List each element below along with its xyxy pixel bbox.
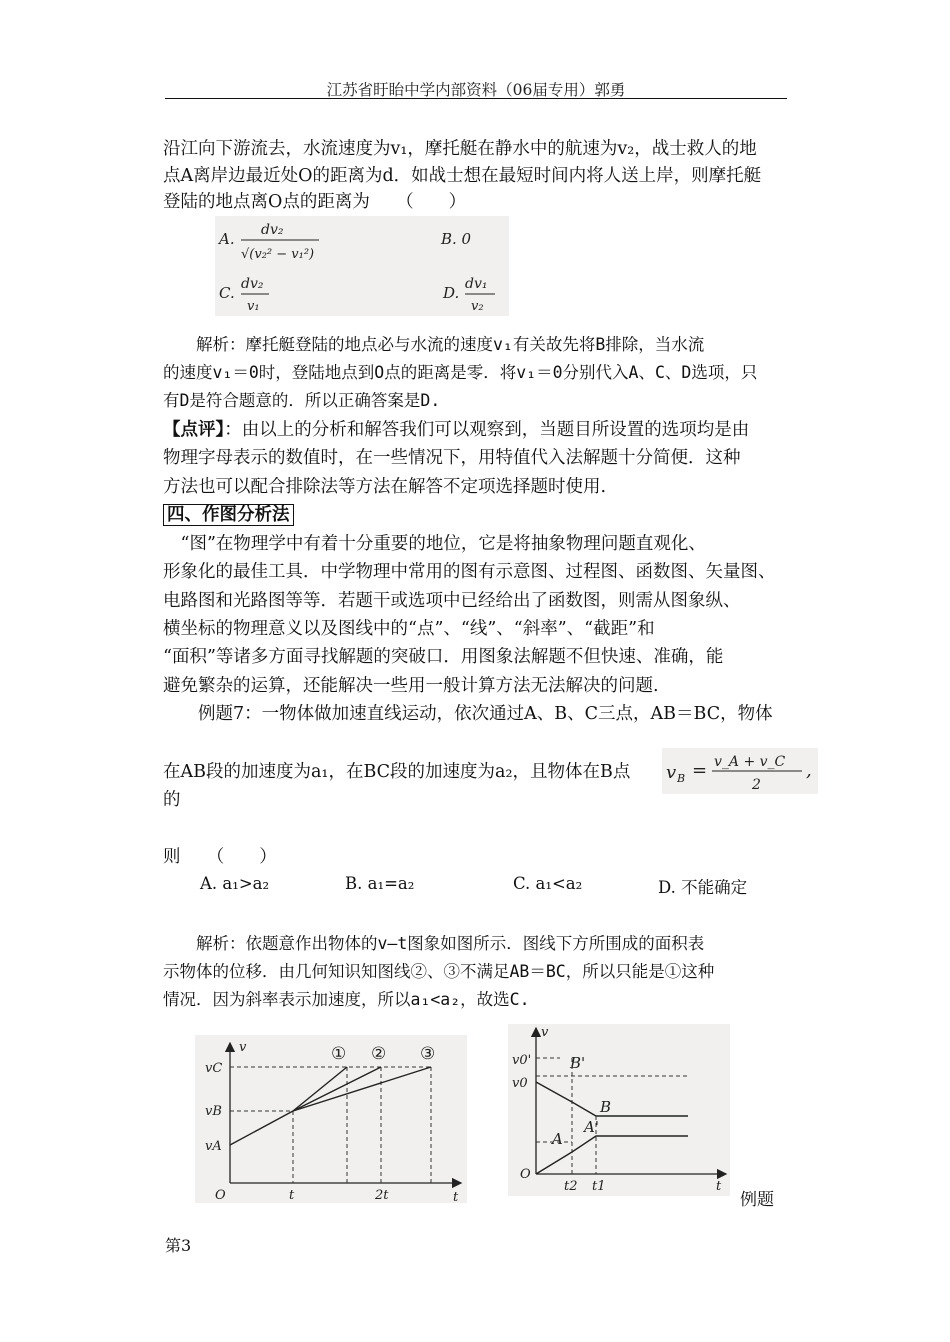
para2-line2: 形象化的最佳工具．中学物理中常用的图有示意图、过程图、函数图、矢量图、	[163, 562, 776, 582]
graph2-ap-label: A'	[584, 1118, 599, 1136]
svg-text:,: ,	[806, 760, 812, 781]
graph1-va-label: vA	[205, 1139, 222, 1154]
example7-option-b: B. a₁=a₂	[345, 874, 415, 893]
formula-denominator: 2	[752, 777, 761, 793]
analysis2-line3: 情况．因为斜率表示加速度，所以a₁<a₂，故选C.	[163, 990, 530, 1009]
graph2-bp-label: B'	[570, 1054, 586, 1072]
graph2-a-label: A	[552, 1130, 563, 1148]
option-c-numerator: dv₂	[241, 276, 264, 292]
graph1-image	[195, 1035, 467, 1203]
comment-line3: 方法也可以配合排除法等方法在解答不定项选择题时使用.	[163, 477, 607, 497]
graph2-v-label: v	[541, 1025, 549, 1040]
option-c-label: C.	[219, 284, 235, 302]
options-formulas	[215, 216, 509, 316]
comment-line1	[163, 418, 749, 442]
example7-option-c: C. a₁<a₂	[513, 874, 583, 893]
graph2-v0-label: v0	[512, 1076, 528, 1091]
option-a-numerator: dv₂	[261, 222, 284, 238]
comment-text1: ：由以上的分析和解答我们可以观察到，当题目所设置的选项均是由	[224, 420, 750, 440]
vt-graph-1	[195, 1035, 467, 1203]
graph1-line-3	[293, 1067, 431, 1111]
page-number: 第3	[165, 1236, 192, 1255]
option-a-label: A.	[219, 230, 235, 248]
graph2-t-label: t	[716, 1179, 722, 1194]
para2-line1: “图”在物理学中有着十分重要的地位，它是将抽象物理问题直观化、	[163, 534, 706, 554]
option-d-label: D.	[443, 284, 460, 302]
graph2-t1-tick: t1	[592, 1179, 606, 1194]
graph1-line-ab	[230, 1111, 293, 1145]
option-d-denominator: v₂	[471, 299, 484, 314]
analysis1-line3: 有D是符合题意的．所以正确答案是D.	[163, 391, 441, 410]
options-image	[215, 216, 509, 316]
para2-line3: 电路图和光路图等等．若题干或选项中已经给出了函数图，则需从图象纵、	[163, 591, 741, 611]
graph1-origin: O	[215, 1188, 226, 1203]
formula-lhs-sub: B	[677, 772, 686, 785]
example7-line4: 则 （ ）	[163, 847, 277, 867]
graph1-vc-label: vC	[205, 1061, 223, 1076]
graph2-upper-line	[536, 1082, 688, 1116]
para2-line4: 横坐标的物理意义以及图线中的“点”、“线”、“斜率”、“截距”和	[163, 619, 655, 639]
header-rule	[165, 98, 787, 99]
figure-caption: 例题	[740, 1190, 774, 1210]
option-a-denominator: √(v₂² − v₁²)	[241, 247, 315, 262]
graph1-circle-2: ②	[371, 1044, 387, 1064]
vb-formula	[662, 748, 818, 794]
para1-line3: 登陆的地点离O点的距离为 （ ）	[163, 192, 467, 212]
graph1-vb-label: vB	[205, 1104, 222, 1119]
graph1-2t-tick: 2t	[375, 1188, 389, 1203]
analysis2-line1: 解析：依题意作出物体的v—t图象如图所示．图线下方所围成的面积表	[163, 934, 705, 953]
example7-line1: 例题7：一物体做加速直线运动，依次通过A、B、C三点，AB＝BC，物体	[163, 704, 773, 724]
para2-line6: 避免繁杂的运算，还能解决一些用一般计算方法无法解决的问题.	[163, 676, 659, 696]
formula-numerator: v_A + v_C	[714, 754, 786, 770]
formula-lhs: v	[666, 762, 677, 783]
analysis1-line2: 的速度v₁＝0时，登陆地点到O点的距离是零．将v₁＝0分别代入A、C、D选项，只	[163, 363, 758, 382]
graph1-circle-1: ①	[331, 1044, 347, 1064]
vb-formula-image	[662, 748, 818, 794]
graph1-t-label: t	[453, 1190, 459, 1203]
example7-option-a: A. a₁>a₂	[200, 874, 270, 893]
vt-graph-2	[508, 1024, 730, 1196]
example7-line2: 在AB段的加速度为a₁，在BC段的加速度为a₂，且物体在B点	[163, 762, 631, 782]
graph1-t-tick: t	[289, 1188, 295, 1203]
comment-line2: 物理字母表示的数值时，在一些情况下，用特值代入法解题十分简便．这种	[163, 448, 741, 468]
page-header: 江苏省盱眙中学内部资料（06届专用）郭勇	[326, 81, 626, 99]
analysis1-line1: 解析：摩托艇登陆的地点必与水流的速度v₁有关故先将B排除，当水流	[163, 335, 705, 354]
comment-tag: 【点评】	[163, 420, 225, 440]
analysis2-line2: 示物体的位移．由几何知识知图线②、③不满足AB＝BC，所以只能是①这种	[163, 962, 715, 981]
graph1-v-label: v	[239, 1040, 247, 1055]
graph1-line-2	[293, 1067, 381, 1111]
example7-line3: 的	[163, 790, 181, 810]
graph2-origin: O	[520, 1167, 531, 1182]
section-heading	[163, 503, 294, 527]
graph2-b-label: B	[600, 1098, 612, 1116]
graph1-circle-3: ③	[420, 1044, 436, 1064]
graph2-t2-tick: t2	[564, 1179, 578, 1194]
para1-line1: 沿江向下游流去，水流速度为v₁，摩托艇在静水中的航速为v₂，战士救人的地	[163, 139, 757, 159]
graph2-v0p-label: v0'	[512, 1053, 532, 1068]
option-c-denominator: v₁	[247, 299, 260, 314]
para1-line2: 点A离岸边最近处O的距离为d．如战士想在最短时间内将人送上岸，则摩托艇	[163, 166, 762, 186]
section-title: 四、作图分析法	[163, 504, 294, 526]
graph2-image	[508, 1024, 730, 1196]
option-b: B. 0	[441, 230, 472, 248]
option-d-numerator: dv₁	[465, 276, 488, 292]
graph1-line-1	[293, 1067, 347, 1111]
example7-option-d: D. 不能确定	[658, 878, 748, 897]
para2-line5: “面积”等诸多方面寻找解题的突破口．用图象法解题不但快速、准确，能	[163, 647, 724, 667]
svg-text:=: =	[692, 760, 708, 781]
